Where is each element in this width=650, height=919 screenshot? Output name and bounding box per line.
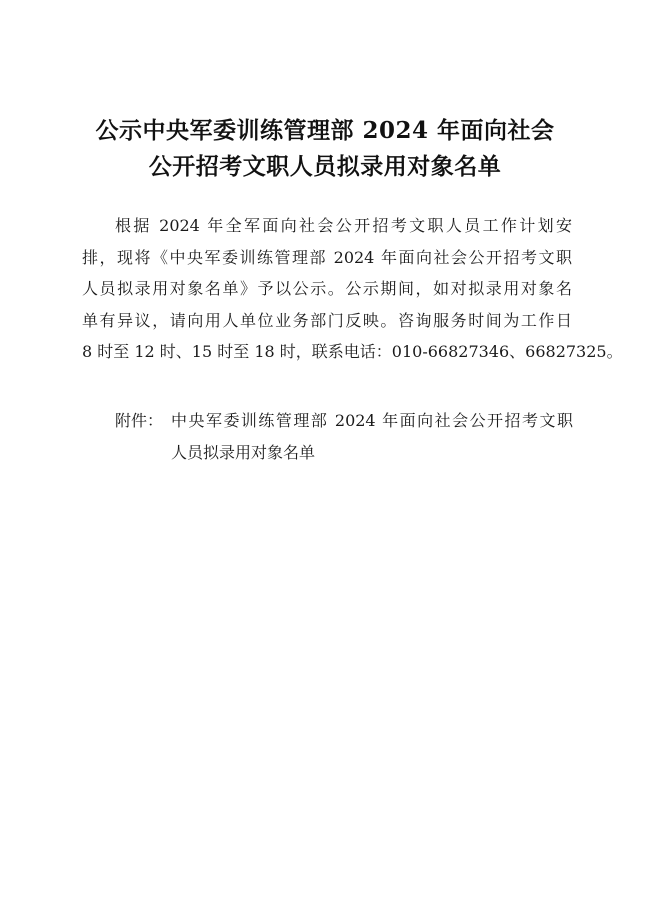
paragraph-line-4: 单有异议，请向用人单位业务部门反映。咨询服务时间为工作日 xyxy=(82,310,572,330)
attachment-note xyxy=(115,405,573,468)
announcement-paragraph xyxy=(82,210,623,368)
document-title xyxy=(0,113,650,185)
attachment-line-2: 人员拟录用对象名单 xyxy=(171,442,316,462)
title-line-1: 公示中央军委训练管理部 2024 年面向社会 xyxy=(95,117,555,144)
paragraph-line-1: 根据 2024 年全军面向社会公开招考文职人员工作计划安 xyxy=(115,216,572,235)
paragraph-line-2: 排，现将《中央军委训练管理部 2024 年面向社会公开招考文职 xyxy=(82,247,572,267)
attachment-label: 附件： xyxy=(115,411,164,430)
paragraph-line-5: 8 时至 12 时、15 时至 18 时，联系电话：010-66827346、66827325。 xyxy=(82,342,623,361)
paragraph-line-3: 人员拟录用对象名单》予以公示。公示期间，如对拟录用对象名 xyxy=(82,279,572,298)
attachment-line-1: 中央军委训练管理部 2024 年面向社会公开招考文职 xyxy=(171,411,573,430)
title-line-2: 公开招考文职人员拟录用对象名单 xyxy=(148,153,502,180)
